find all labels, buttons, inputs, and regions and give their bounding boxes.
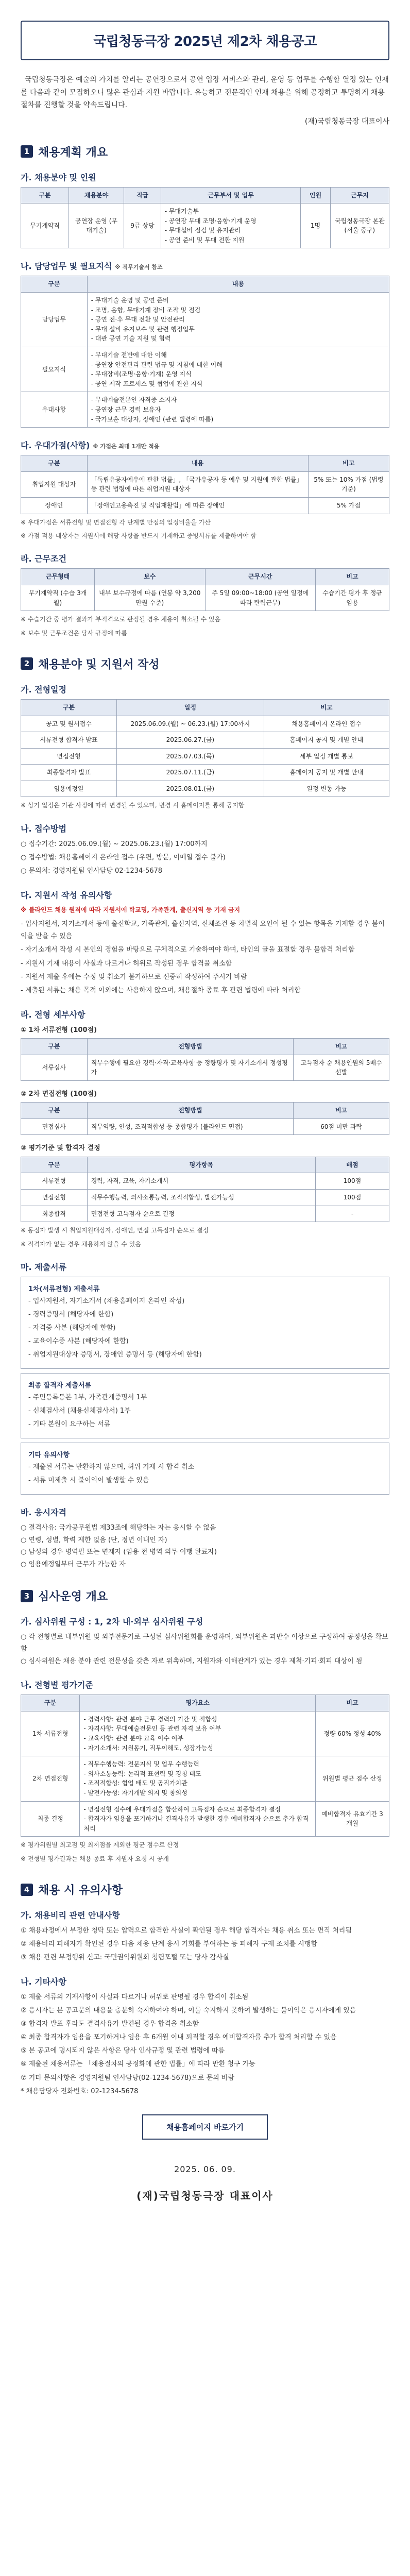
s2-a-title: 가. 전형일정 bbox=[21, 684, 66, 694]
submit-box-2 bbox=[21, 1373, 389, 1438]
table-cell: 「독립유공자예우에 관한 법률」, 「국가유공자 등 예우 및 지원에 관한 법률」 등 관련 법령에 따른 취업지원 대상자 bbox=[87, 471, 308, 497]
criteria-table bbox=[21, 1157, 389, 1222]
table-cell: 2025.07.03.(목) bbox=[116, 748, 264, 765]
schedule-table-header bbox=[21, 699, 389, 716]
table-cell: - 무대기술부 - 공연장 무대 조명·음향·기계 운영 - 무대설비 점검 및 유지관리 - 공연 준비 및 무대 전환 지원 bbox=[161, 204, 301, 248]
list-item: ※ 우대가점은 서류전형 및 면접전형 각 단계별 만점의 일정비율을 가산 bbox=[21, 518, 211, 526]
section-3-title bbox=[21, 1588, 389, 1604]
column-header: 전형방법 bbox=[87, 1103, 293, 1119]
table-cell: - 면접전형 점수에 우대가점을 합산하여 고득점자 순으로 최종합격자 결정 - 합격자가 임용을 포기하거나 결격사유가 발생한 경우 예비합격자 순으로 추가 합격 처리 bbox=[80, 1801, 316, 1837]
s1-b-label: 나. 담당업무 및 필요지식 bbox=[21, 261, 112, 272]
table-cell: - 무대기술 운영 및 공연 준비 - 조명, 음향, 무대기계 장비 조작 및 점검 - 공연 전·후 무대 전환 및 안전관리 - 무대 설비 유지보수 및 관련 행정업무 - 대관 공연 기술 지원 및 협력 bbox=[87, 293, 389, 347]
s2-b-title: 나. 접수방법 bbox=[21, 823, 66, 834]
table-cell: 최종합격자 발표 bbox=[21, 765, 117, 781]
column-header: 일정 bbox=[116, 699, 264, 716]
bonus-table-header bbox=[21, 455, 389, 472]
table-cell: - 무대기술 전반에 대한 이해 - 공연장 안전관리 관련 법규 및 지침에 대한 이해 - 무대장비(조명·음향·기계) 운영 지식 - 공연 제작 프로세스 및 협업에 관한 지식 bbox=[87, 347, 389, 392]
criteria-notes bbox=[21, 1225, 389, 1249]
table-cell: 예비합격자 유효기간 3개월 bbox=[315, 1801, 389, 1837]
intro-text: 국립청동극장은 예술의 가치를 알리는 공연장으로서 공연 입장 서비스와 관리, 운영 등 업무를 수행할 열정 있는 인재를 다음과 같이 모집하오니 많은 관심과 지원 바랍니다. 유능하고 전문적인 인재 채용을 위해 공정하고 투명하게 채용절차를 진행할 것을 약속드립니다. bbox=[21, 76, 389, 109]
recruit-table bbox=[21, 187, 389, 249]
list-item: ③ 채용 관련 부정행위 신고: 국민권익위원회 청렴포털 또는 당사 감사실 bbox=[21, 1954, 229, 1962]
table-row bbox=[21, 1118, 389, 1135]
schedule-notes bbox=[21, 800, 389, 810]
table-cell: 최종 결정 bbox=[21, 1801, 80, 1837]
table-row bbox=[21, 392, 389, 428]
table-cell: 취업지원 대상자 bbox=[21, 471, 88, 497]
list-item: ※ 상기 일정은 기관 사정에 따라 변경될 수 있으며, 변경 시 홈페이지를 통해 공지함 bbox=[21, 802, 245, 809]
criteria-header bbox=[21, 1157, 389, 1173]
table-cell: 담당업무 bbox=[21, 293, 88, 347]
s2-d3-title: ③ 평가기준 및 합격자 결정 bbox=[21, 1144, 100, 1153]
table-cell: 2차 면접전형 bbox=[21, 1756, 80, 1801]
table-cell: 1명 bbox=[301, 204, 330, 248]
table-cell: 내부 보수규정에 따름 (연봉 약 3,200만원 수준) bbox=[95, 585, 206, 611]
table-cell: 최종합격 bbox=[21, 1206, 88, 1222]
s5-a-title: 가. 심사위원 구성 : 1, 2차 내·외부 심사위원 구성 bbox=[21, 1617, 203, 1626]
list-item: - 자기소개서 작성 시 본인의 경험을 바탕으로 구체적으로 기술하여야 하며, 타인의 글을 표절할 경우 불합격 처리함 bbox=[21, 946, 355, 954]
table-row bbox=[21, 748, 389, 765]
table-row bbox=[21, 204, 389, 248]
list-item: ※ 보수 및 근무조건은 당사 규정에 따름 bbox=[21, 629, 127, 637]
s1-c-title bbox=[21, 439, 389, 451]
column-header: 내용 bbox=[87, 455, 308, 472]
list-item: - 교육이수증 사본 (해당자에 한함) bbox=[28, 1337, 129, 1346]
doc-screen-header bbox=[21, 1039, 389, 1055]
title-box bbox=[21, 21, 389, 60]
column-header: 비고 bbox=[294, 1103, 389, 1119]
column-header: 비고 bbox=[294, 1039, 389, 1055]
submit-box-3-title: 기타 유의사항 bbox=[28, 1451, 70, 1460]
list-item: ④ 최종 합격자가 임용을 포기하거나 임용 후 6개월 이내 퇴직할 경우 예비합격자를 추가 합격 처리할 수 있음 bbox=[21, 2033, 337, 2042]
eval-table bbox=[21, 1694, 389, 1837]
table-cell: 홈페이지 공지 및 개별 안내 bbox=[264, 732, 389, 749]
eligibility-text: ○ 결격사유: 국가공무원법 제33조에 해당하는 자는 응시할 수 없음 ○ 연령, 성별, 학력 제한 없음 (단, 정년 이내인 자) ○ 남성의 경우 병역필 또는 면제자 (임용 전 병역 의무 이행 완료자) ○ 임용예정일부터 근무가 가능한 자 bbox=[21, 1524, 217, 1568]
table-cell: - bbox=[315, 1206, 389, 1222]
table-row bbox=[21, 781, 389, 797]
list-item: ※ 동점자 발생 시 취업지원대상자, 장애인, 면접 고득점자 순으로 결정 bbox=[21, 1227, 209, 1234]
table-cell: 9급 상당 bbox=[124, 204, 161, 248]
table-row bbox=[21, 1173, 389, 1190]
table-cell: 2025.08.01.(금) bbox=[116, 781, 264, 797]
list-item: - 제출된 서류는 채용 목적 이외에는 사용하지 않으며, 채용절차 종료 후 관련 법령에 따라 처리함 bbox=[21, 986, 301, 994]
column-header: 구분 bbox=[21, 699, 117, 716]
table-cell: 수습기간 평가 후 정규 임용 bbox=[316, 585, 389, 611]
table-row bbox=[21, 293, 389, 347]
column-header: 근무형태 bbox=[21, 569, 95, 585]
section-3-label: 심사운영 개요 bbox=[38, 1590, 108, 1603]
s1-c-suffix: ※ 가점은 최대 1개만 적용 bbox=[93, 443, 160, 450]
interview-header bbox=[21, 1103, 389, 1119]
table-cell: 2025.06.09.(월) ~ 06.23.(월) 17:00까지 bbox=[116, 716, 264, 732]
column-header: 채용분야 bbox=[69, 187, 124, 204]
column-header: 비고 bbox=[316, 569, 389, 585]
table-cell: 국립청동극장 본관 (서울 중구) bbox=[330, 204, 389, 248]
table-cell: 100점 bbox=[315, 1190, 389, 1206]
table-cell: - 무대예술전문인 자격증 소지자 - 공연장 근무 경력 보유자 - 국가보훈 대상자, 장애인 (관련 법령에 따름) bbox=[87, 392, 389, 428]
list-item: ※ 수습기간 중 평가 결과가 부적격으로 판정될 경우 채용이 취소될 수 있음 bbox=[21, 616, 221, 623]
section-2-label: 채용분야 및 지원서 작성 bbox=[38, 658, 160, 671]
list-item: - 신체검사서 (채용신체검사서) 1부 bbox=[28, 1407, 131, 1415]
column-header: 비고 bbox=[308, 455, 389, 472]
table-cell: 서류전형 합격자 발표 bbox=[21, 732, 117, 749]
table-cell: 직무역량, 인성, 조직적합성 등 종합평가 (블라인드 면접) bbox=[87, 1118, 293, 1135]
table-cell: 홈페이지 공지 및 개별 안내 bbox=[264, 765, 389, 781]
column-header: 평가항목 bbox=[87, 1157, 315, 1173]
column-header: 내용 bbox=[87, 276, 389, 293]
table-row bbox=[21, 497, 389, 514]
misc-notice-list bbox=[21, 1991, 389, 2097]
section-2-title bbox=[21, 656, 389, 672]
list-item: ○ 접수기간: 2025.06.09.(월) ~ 2025.06.23.(월) 17:00까지 bbox=[21, 840, 208, 848]
list-item: - 지원서 제출 후에는 수정 및 취소가 불가하므로 신중히 작성하여 주시기 바람 bbox=[21, 973, 247, 981]
table-cell: 면접전형 고득점자 순으로 결정 bbox=[87, 1206, 315, 1222]
list-item: - 경력증명서 (해당자에 한함) bbox=[28, 1311, 114, 1319]
table-cell: 100점 bbox=[315, 1173, 389, 1190]
table-cell: 1차 서류전형 bbox=[21, 1711, 80, 1756]
table-cell: 면접전형 bbox=[21, 748, 117, 765]
list-item: - 지원서 기재 내용이 사실과 다르거나 허위로 작성된 경우 합격을 취소함 bbox=[21, 959, 232, 968]
table-cell: 정량 60% 정성 40% bbox=[315, 1711, 389, 1756]
committee-text: ○ 각 전형별로 내부위원 및 외부전문가로 구성된 심사위원회를 운영하며, 외부위원은 과반수 이상으로 구성하여 공정성을 확보함 ○ 심사위원은 채용 분야 관련 전문성을 갖춘 자로 위촉하며, 지원자와 이해관계가 있는 경우 제척·기피·회피 대상이 됨 bbox=[21, 1633, 388, 1665]
table-row bbox=[21, 347, 389, 392]
column-header: 평가요소 bbox=[80, 1695, 316, 1711]
table-cell: 장애인 bbox=[21, 497, 88, 514]
table-row bbox=[21, 1711, 389, 1756]
table-cell: 2025.06.27.(금) bbox=[116, 732, 264, 749]
s6-b-title: 나. 기타사항 bbox=[21, 1977, 66, 1987]
column-header: 배점 bbox=[315, 1157, 389, 1173]
list-item: ② 응시자는 본 공고문의 내용을 충분히 숙지하여야 하며, 이를 숙지하지 못하여 발생하는 불이익은 응시자에게 있음 bbox=[21, 2007, 356, 2015]
apply-caution-list bbox=[21, 918, 389, 996]
section-1-number: 1 bbox=[21, 145, 33, 158]
bonus-notes bbox=[21, 517, 389, 541]
duty-table bbox=[21, 276, 389, 428]
column-header: 구분 bbox=[21, 1157, 88, 1173]
s6-a-title: 가. 채용비리 관련 안내사항 bbox=[21, 1910, 120, 1921]
apply-method-list bbox=[21, 838, 389, 877]
table-row bbox=[21, 716, 389, 732]
table-cell: - 직무수행능력: 전문지식 및 업무 수행능력 - 의사소통능력: 논리적 표현력 및 경청 태도 - 조직적합성: 협업 태도 및 공직가치관 - 발전가능성: 자기개발 의지 및 창의성 bbox=[80, 1756, 316, 1801]
section-4-number: 4 bbox=[21, 1884, 33, 1896]
table-cell: 세부 일정 개별 통보 bbox=[264, 748, 389, 765]
submit-box-2-title: 최종 합격자 제출서류 bbox=[28, 1382, 92, 1390]
org-sign-top: (재)국립청동극장 대표이사 bbox=[304, 117, 389, 126]
list-item: - 제출된 서류는 반환하지 않으며, 허위 기재 시 합격 취소 bbox=[28, 1463, 195, 1471]
table-cell: 위원별 평균 점수 산정 bbox=[315, 1756, 389, 1801]
table-cell: 5% 가점 bbox=[308, 497, 389, 514]
table-cell: 경력, 자격, 교육, 자기소개서 bbox=[87, 1173, 315, 1190]
list-item: - 취업지원대상자 증명서, 장애인 증명서 등 (해당자에 한함) bbox=[28, 1351, 202, 1359]
interview-table bbox=[21, 1102, 389, 1135]
table-cell: 고득점자 순 채용인원의 5배수 선발 bbox=[294, 1055, 389, 1080]
section-4-label: 채용 시 유의사항 bbox=[38, 1884, 123, 1897]
column-header: 근무부서 및 업무 bbox=[161, 187, 301, 204]
s1-a-title: 가. 채용분야 및 인원 bbox=[21, 172, 96, 182]
table-cell: 공고 및 원서접수 bbox=[21, 716, 117, 732]
column-header: 근무지 bbox=[330, 187, 389, 204]
blind-warning: ※ 블라인드 채용 원칙에 따라 지원서에 학교명, 가족관계, 출신지역 등 기재 금지 bbox=[21, 906, 241, 913]
column-header: 구분 bbox=[21, 1103, 88, 1119]
column-header: 직급 bbox=[124, 187, 161, 204]
list-item: ② 채용비리 피해자가 확인된 경우 다음 채용 단계 응시 기회를 부여하는 등 피해자 구제 조치를 시행함 bbox=[21, 1940, 317, 1948]
section-4-title bbox=[21, 1882, 389, 1897]
s2-d1-title: ① 1차 서류전형 (100점) bbox=[21, 1026, 97, 1034]
table-cell: 임용예정일 bbox=[21, 781, 117, 797]
submit-box-2-list bbox=[28, 1392, 382, 1431]
bonus-table bbox=[21, 455, 389, 514]
submit-box-3-list bbox=[28, 1461, 382, 1487]
table-cell: 무기계약직 bbox=[21, 204, 69, 248]
eval-table-header bbox=[21, 1695, 389, 1711]
list-item: - 입사지원서, 자기소개서 등에 출신학교, 가족관계, 출신지역, 신체조건 등 차별적 요인이 될 수 있는 항목을 기재할 경우 불이익을 받을 수 있음 bbox=[21, 920, 385, 941]
submit-box-3 bbox=[21, 1443, 389, 1495]
table-row bbox=[21, 1206, 389, 1222]
list-item: ⑥ 제출된 채용서류는 「채용절차의 공정화에 관한 법률」에 따라 반환 청구 가능 bbox=[21, 2060, 255, 2069]
list-item: ⑤ 본 공고에 명시되지 않은 사항은 당사 인사규정 및 관련 법령에 따름 bbox=[21, 2047, 225, 2055]
list-item: ③ 합격자 발표 후라도 결격사유가 발견될 경우 합격을 취소함 bbox=[21, 2020, 199, 2028]
table-cell: 직무수행에 필요한 경력·자격·교육사항 등 정량평가 및 자기소개서 정성평가 bbox=[87, 1055, 293, 1080]
column-header: 비고 bbox=[315, 1695, 389, 1711]
page-title: 국립청동극장 2025년 제2차 채용공고 bbox=[93, 34, 317, 49]
table-row bbox=[21, 732, 389, 749]
table-cell: 2025.07.11.(금) bbox=[116, 765, 264, 781]
section-3-number: 3 bbox=[21, 1590, 33, 1602]
column-header: 보수 bbox=[95, 569, 206, 585]
table-cell: 필요지식 bbox=[21, 347, 88, 392]
table-cell: 서류전형 bbox=[21, 1173, 88, 1190]
column-header: 구분 bbox=[21, 187, 69, 204]
table-cell: 면접전형 bbox=[21, 1190, 88, 1206]
homepage-link-button[interactable]: 채용홈페이지 바로가기 bbox=[142, 2114, 268, 2140]
table-cell: 면접심사 bbox=[21, 1118, 88, 1135]
table-row bbox=[21, 1190, 389, 1206]
section-1-label: 채용계획 개요 bbox=[38, 146, 108, 159]
table-cell: 60점 미만 과락 bbox=[294, 1118, 389, 1135]
column-header: 근무시간 bbox=[205, 569, 316, 585]
condition-table-header bbox=[21, 569, 389, 585]
s1-b-suffix: ※ 직무기술서 참조 bbox=[114, 264, 163, 271]
table-cell: 무기계약직 (수습 3개월) bbox=[21, 585, 95, 611]
list-item: * 채용담당자 전화번호: 02-1234-5678 bbox=[21, 2087, 139, 2095]
table-cell: - 경력사항: 관련 분야 근무 경력의 기간 및 적합성 - 자격사항: 무대예술전문인 등 관련 자격 보유 여부 - 교육사항: 관련 분야 교육 이수 여부 - 자기소개서: 지원동기, 직무이해도, 성장가능성 bbox=[80, 1711, 316, 1756]
list-item: ※ 적격자가 없는 경우 채용하지 않을 수 있음 bbox=[21, 1240, 141, 1248]
list-item: ⑦ 기타 문의사항은 경영지원팀 인사담당(02-1234-5678)으로 문의 바람 bbox=[21, 2074, 234, 2082]
column-header: 구분 bbox=[21, 276, 88, 293]
column-header: 인원 bbox=[301, 187, 330, 204]
s1-b-title bbox=[21, 260, 389, 272]
s1-d-title: 라. 근무조건 bbox=[21, 554, 66, 564]
condition-table bbox=[21, 568, 389, 611]
org-sign-bottom: (재)국립청동극장 대표이사 bbox=[136, 2189, 274, 2202]
table-cell: 「장애인고용촉진 및 직업재활법」에 따른 장애인 bbox=[87, 497, 308, 514]
table-row bbox=[21, 1055, 389, 1080]
column-header: 구분 bbox=[21, 455, 88, 472]
s5-b-title: 나. 전형별 평가기준 bbox=[21, 1680, 93, 1690]
schedule-table bbox=[21, 699, 389, 798]
table-cell: 우대사항 bbox=[21, 392, 88, 428]
announce-date: 2025. 06. 09. bbox=[174, 2164, 236, 2174]
column-header: 구분 bbox=[21, 1039, 88, 1055]
submit-box-1 bbox=[21, 1277, 389, 1369]
s2-c-title: 다. 지원서 작성 유의사항 bbox=[21, 890, 112, 900]
list-item: - 입사지원서, 자기소개서 (채용홈페이지 온라인 작성) bbox=[28, 1297, 185, 1305]
table-row bbox=[21, 585, 389, 611]
s2-d2-title: ② 2차 면접전형 (100점) bbox=[21, 1090, 97, 1098]
table-cell: 주 5일 09:00~18:00 (공연 일정에 따라 탄력근무) bbox=[205, 585, 316, 611]
s4-title: 바. 응시자격 bbox=[21, 1507, 66, 1518]
table-row bbox=[21, 1801, 389, 1837]
fraud-notice-list bbox=[21, 1925, 389, 1964]
table-cell: 서류심사 bbox=[21, 1055, 88, 1080]
submit-box-1-title: 1차(서류전형) 제출서류 bbox=[28, 1285, 100, 1293]
list-item: ※ 평가위원별 최고점 및 최저점을 제외한 평균 점수로 산정 bbox=[21, 1841, 179, 1849]
table-cell: 직무수행능력, 의사소통능력, 조직적합성, 발전가능성 bbox=[87, 1190, 315, 1206]
recruit-table-header bbox=[21, 187, 389, 204]
list-item: ① 채용과정에서 부정한 청탁 또는 압력으로 합격한 사실이 확인될 경우 해당 합격자는 채용 취소 또는 면직 처리됨 bbox=[21, 1927, 352, 1935]
list-item: - 기타 본원이 요구하는 서류 bbox=[28, 1420, 111, 1429]
list-item: - 주민등록등본 1부, 가족관계증명서 1부 bbox=[28, 1394, 147, 1402]
list-item: ※ 가점 적용 대상자는 지원서에 해당 사항을 반드시 기재하고 증빙서류를 제출하여야 함 bbox=[21, 532, 257, 539]
condition-notes bbox=[21, 614, 389, 638]
table-row bbox=[21, 1756, 389, 1801]
column-header: 구분 bbox=[21, 1695, 80, 1711]
list-item: ① 제출 서류의 기재사항이 사실과 다르거나 허위로 판명될 경우 합격이 취소됨 bbox=[21, 1993, 249, 2002]
list-item: ○ 접수방법: 채용홈페이지 온라인 접수 (우편, 방문, 이메일 접수 불가) bbox=[21, 853, 226, 861]
eval-notes bbox=[21, 1840, 389, 1864]
list-item: ○ 문의처: 경영지원팀 인사담당 02-1234-5678 bbox=[21, 867, 163, 875]
duty-table-header bbox=[21, 276, 389, 293]
s2-d-title: 라. 전형 세부사항 bbox=[21, 1009, 86, 1020]
table-cell: 5% 또는 10% 가점 (법령 기준) bbox=[308, 471, 389, 497]
list-item: ※ 전형별 평가결과는 채용 종료 후 지원자 요청 시 공개 bbox=[21, 1855, 169, 1862]
table-cell: 채용홈페이지 온라인 접수 bbox=[264, 716, 389, 732]
section-2-number: 2 bbox=[21, 657, 33, 670]
column-header: 전형방법 bbox=[87, 1039, 293, 1055]
table-row bbox=[21, 765, 389, 781]
column-header: 비고 bbox=[264, 699, 389, 716]
list-item: - 자격증 사본 (해당자에 한함) bbox=[28, 1324, 116, 1332]
list-item: - 서류 미제출 시 불이익이 발생할 수 있음 bbox=[28, 1477, 149, 1485]
s3-title: 마. 제출서류 bbox=[21, 1262, 66, 1272]
section-1-title bbox=[21, 144, 389, 160]
table-cell: 일정 변동 가능 bbox=[264, 781, 389, 797]
doc-screen-table bbox=[21, 1038, 389, 1081]
table-cell: 공연장 운영 (무대기술) bbox=[69, 204, 124, 248]
s1-c-label: 다. 우대가점(사항) bbox=[21, 440, 90, 451]
submit-box-1-list bbox=[28, 1295, 382, 1361]
table-row bbox=[21, 471, 389, 497]
